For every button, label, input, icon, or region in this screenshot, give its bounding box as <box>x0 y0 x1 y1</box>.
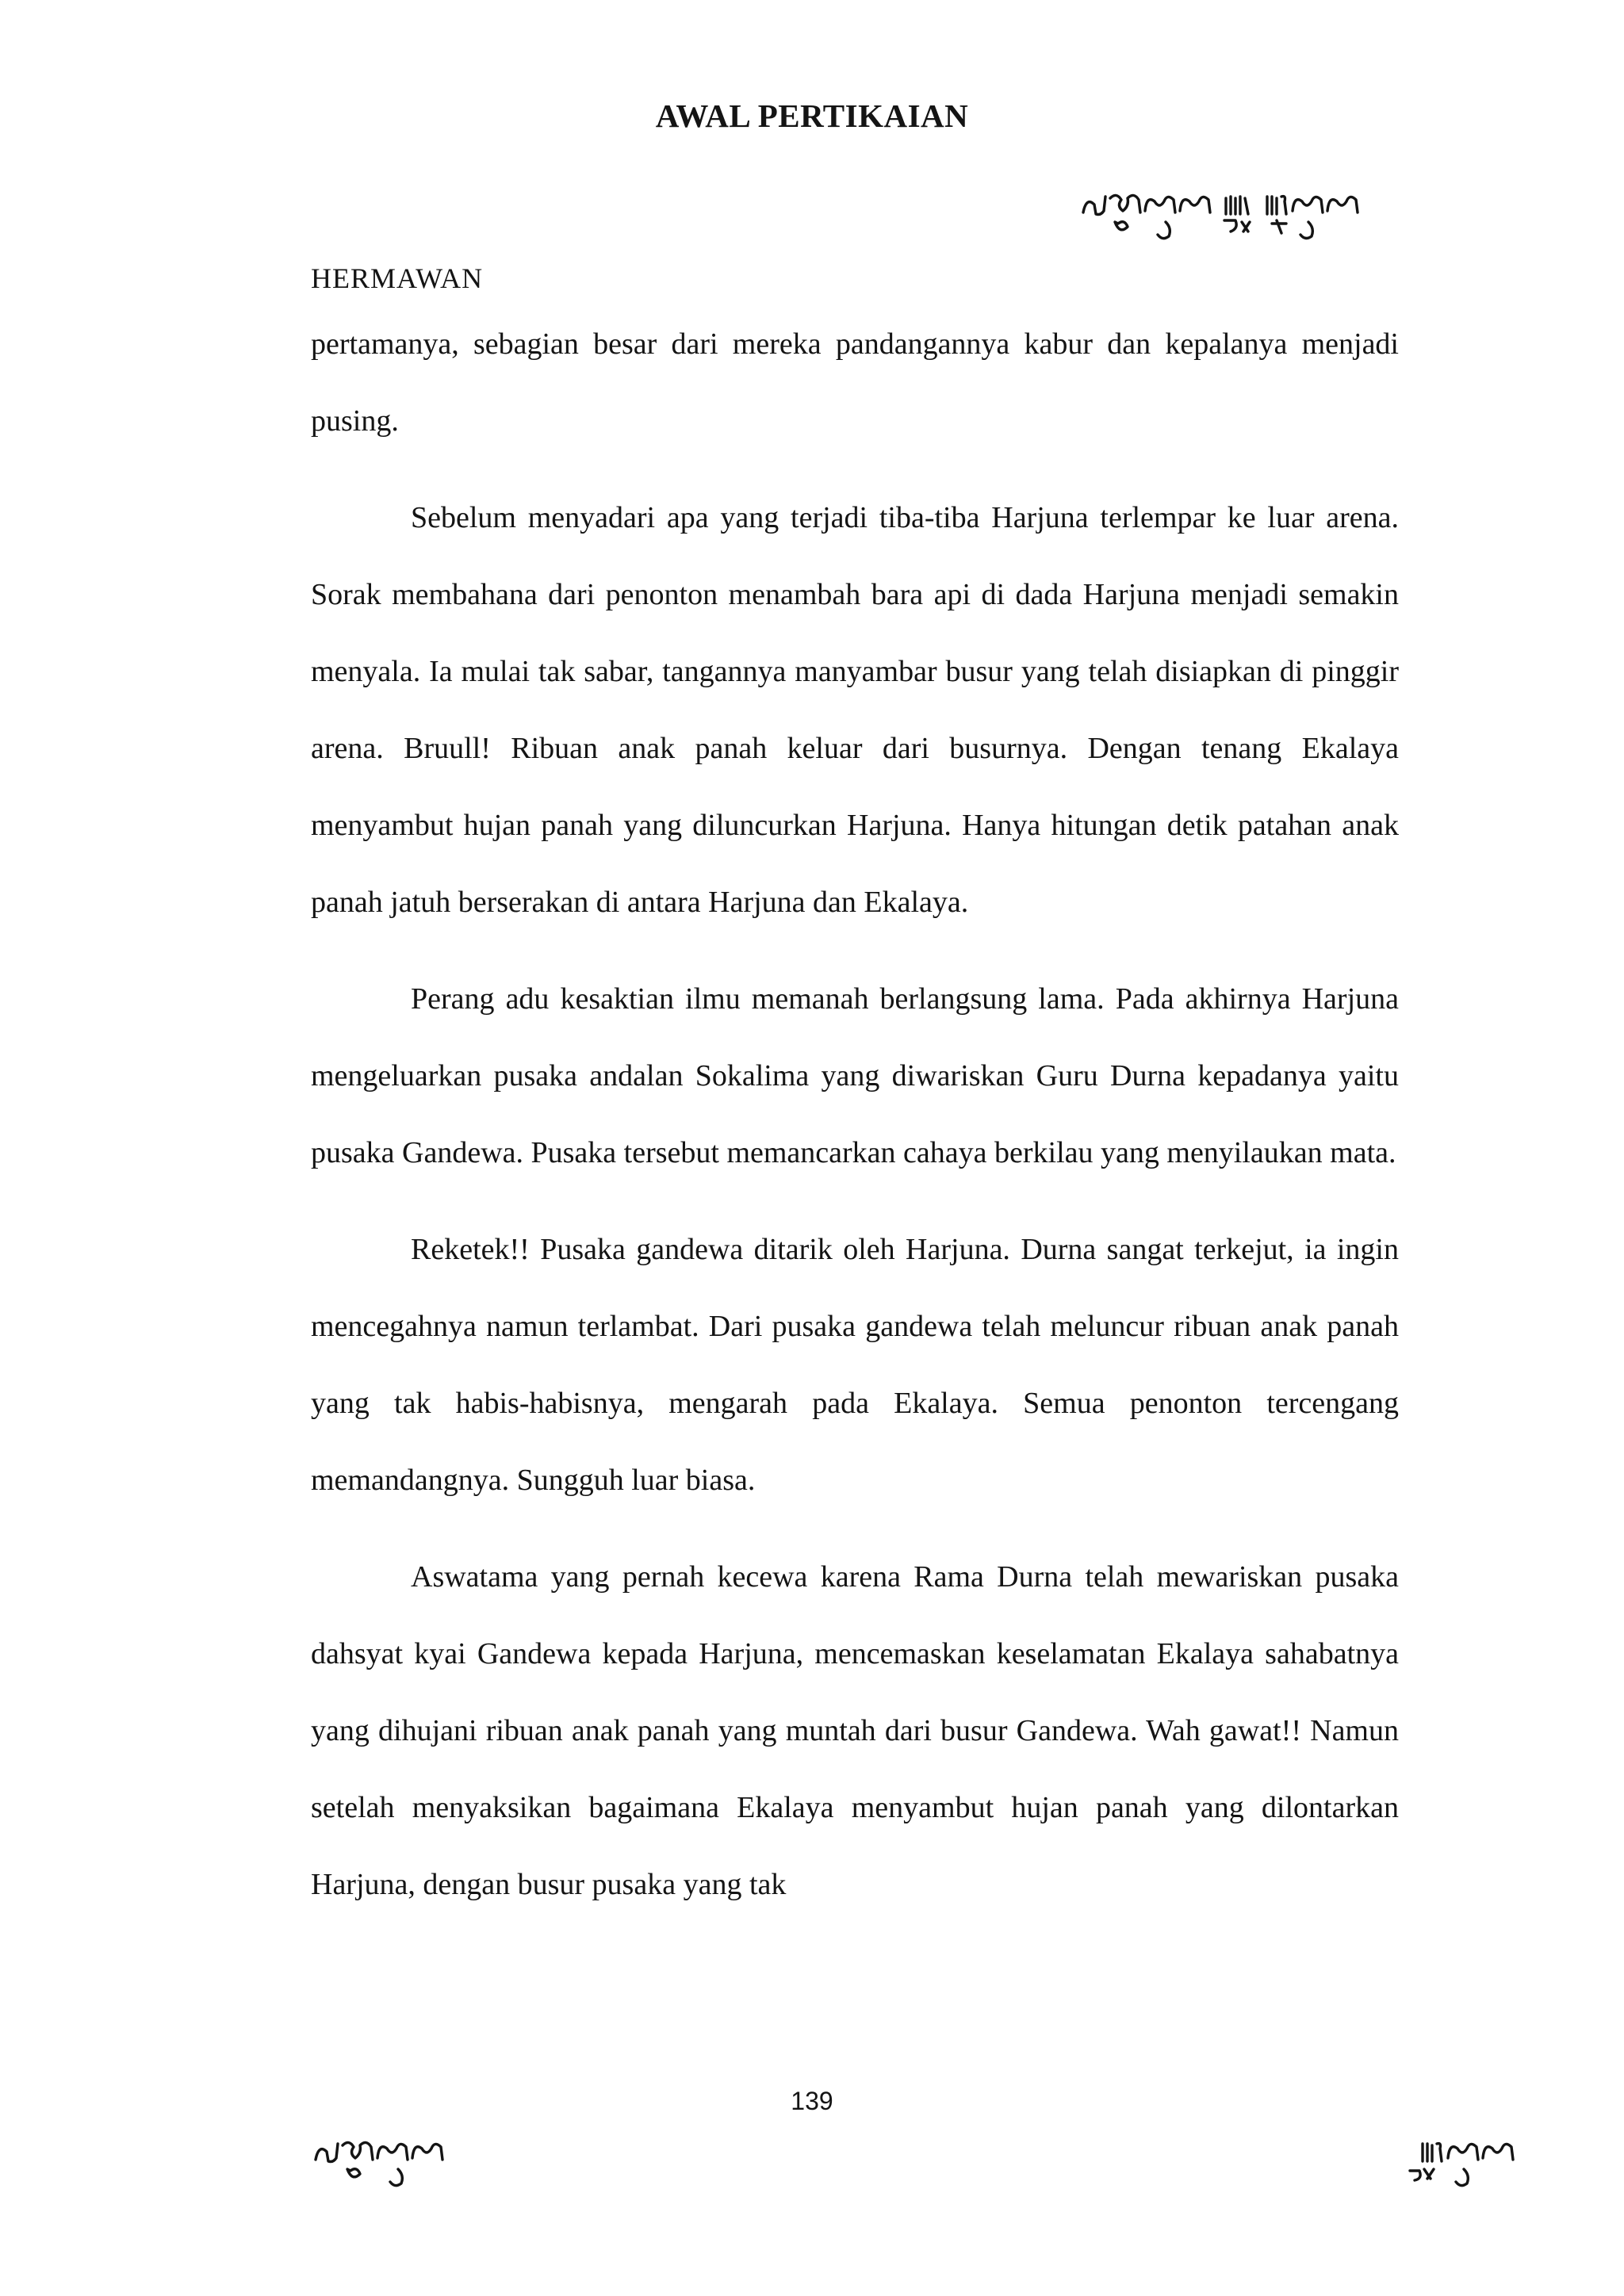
page-number: 139 <box>791 2087 833 2115</box>
paragraph: Perang adu kesaktian ilmu memanah berlangsung lama. Pada akhirnya Harjuna mengeluarkan pusaka andalan Sokalima yang diwariskan Guru Durna kepadanya yaitu pusaka Gandewa. Pusaka tersebut memancarkan cahaya berkilau yang menyilaukan mata. <box>311 982 1399 1169</box>
paragraph: pertamanya, sebagian besar dari mereka pandangannya kabur dan kepalanya menjadi pusing. <box>311 327 1399 438</box>
javanese-script-footer-right-ornament <box>1408 2134 1567 2195</box>
author-name: HERMAWAN <box>311 262 484 294</box>
paragraph: Sebelum menyadari apa yang terjadi tiba-tiba Harjuna terlempar ke luar arena. Sorak membahana dari penonton menambah bara api di dada Harjuna menjadi semakin menyala. Ia mulai tak sabar, tangannya manyambar busur yang telah disiapkan di pinggir arena. Bruull! Ribuan anak panah keluar dari busurnya. Dengan tenang Ekalaya menyambut hujan panah yang diluncurkan Harjuna. Hanya hitungan detik patahan anak panah jatuh berserakan di antara Harjuna dan Ekalaya. <box>311 501 1399 919</box>
paragraph: Reketek!! Pusaka gandewa ditarik oleh Harjuna. Durna sangat terkejut, ia ingin mencegahnya namun terlambat. Dari pusaka gandewa telah meluncur ribuan anak panah yang tak habis-habisnya, mengarah pada Ekalaya. Semua penonton tercengang memandangnya. Sungguh luar biasa. <box>311 1233 1399 1497</box>
javanese-script-header-ornament <box>1078 187 1411 247</box>
paragraph: Aswatama yang pernah kecewa karena Rama Durna telah mewariskan pusaka dahsyat kyai Gandewa kepada Harjuna, mencemaskan keselamatan Ekalaya sahabatnya yang dihujani ribuan anak panah yang muntah dari busur Gandewa. Wah gawat!! Namun setelah menyaksikan bagaimana Ekalaya menyambut hujan panah yang dilontarkan Harjuna, dengan busur pusaka yang tak <box>311 1560 1399 1901</box>
body-text <box>311 306 1399 1943</box>
page-title: AWAL PERTIKAIAN <box>655 98 969 134</box>
javanese-script-footer-left-ornament <box>311 2134 501 2195</box>
